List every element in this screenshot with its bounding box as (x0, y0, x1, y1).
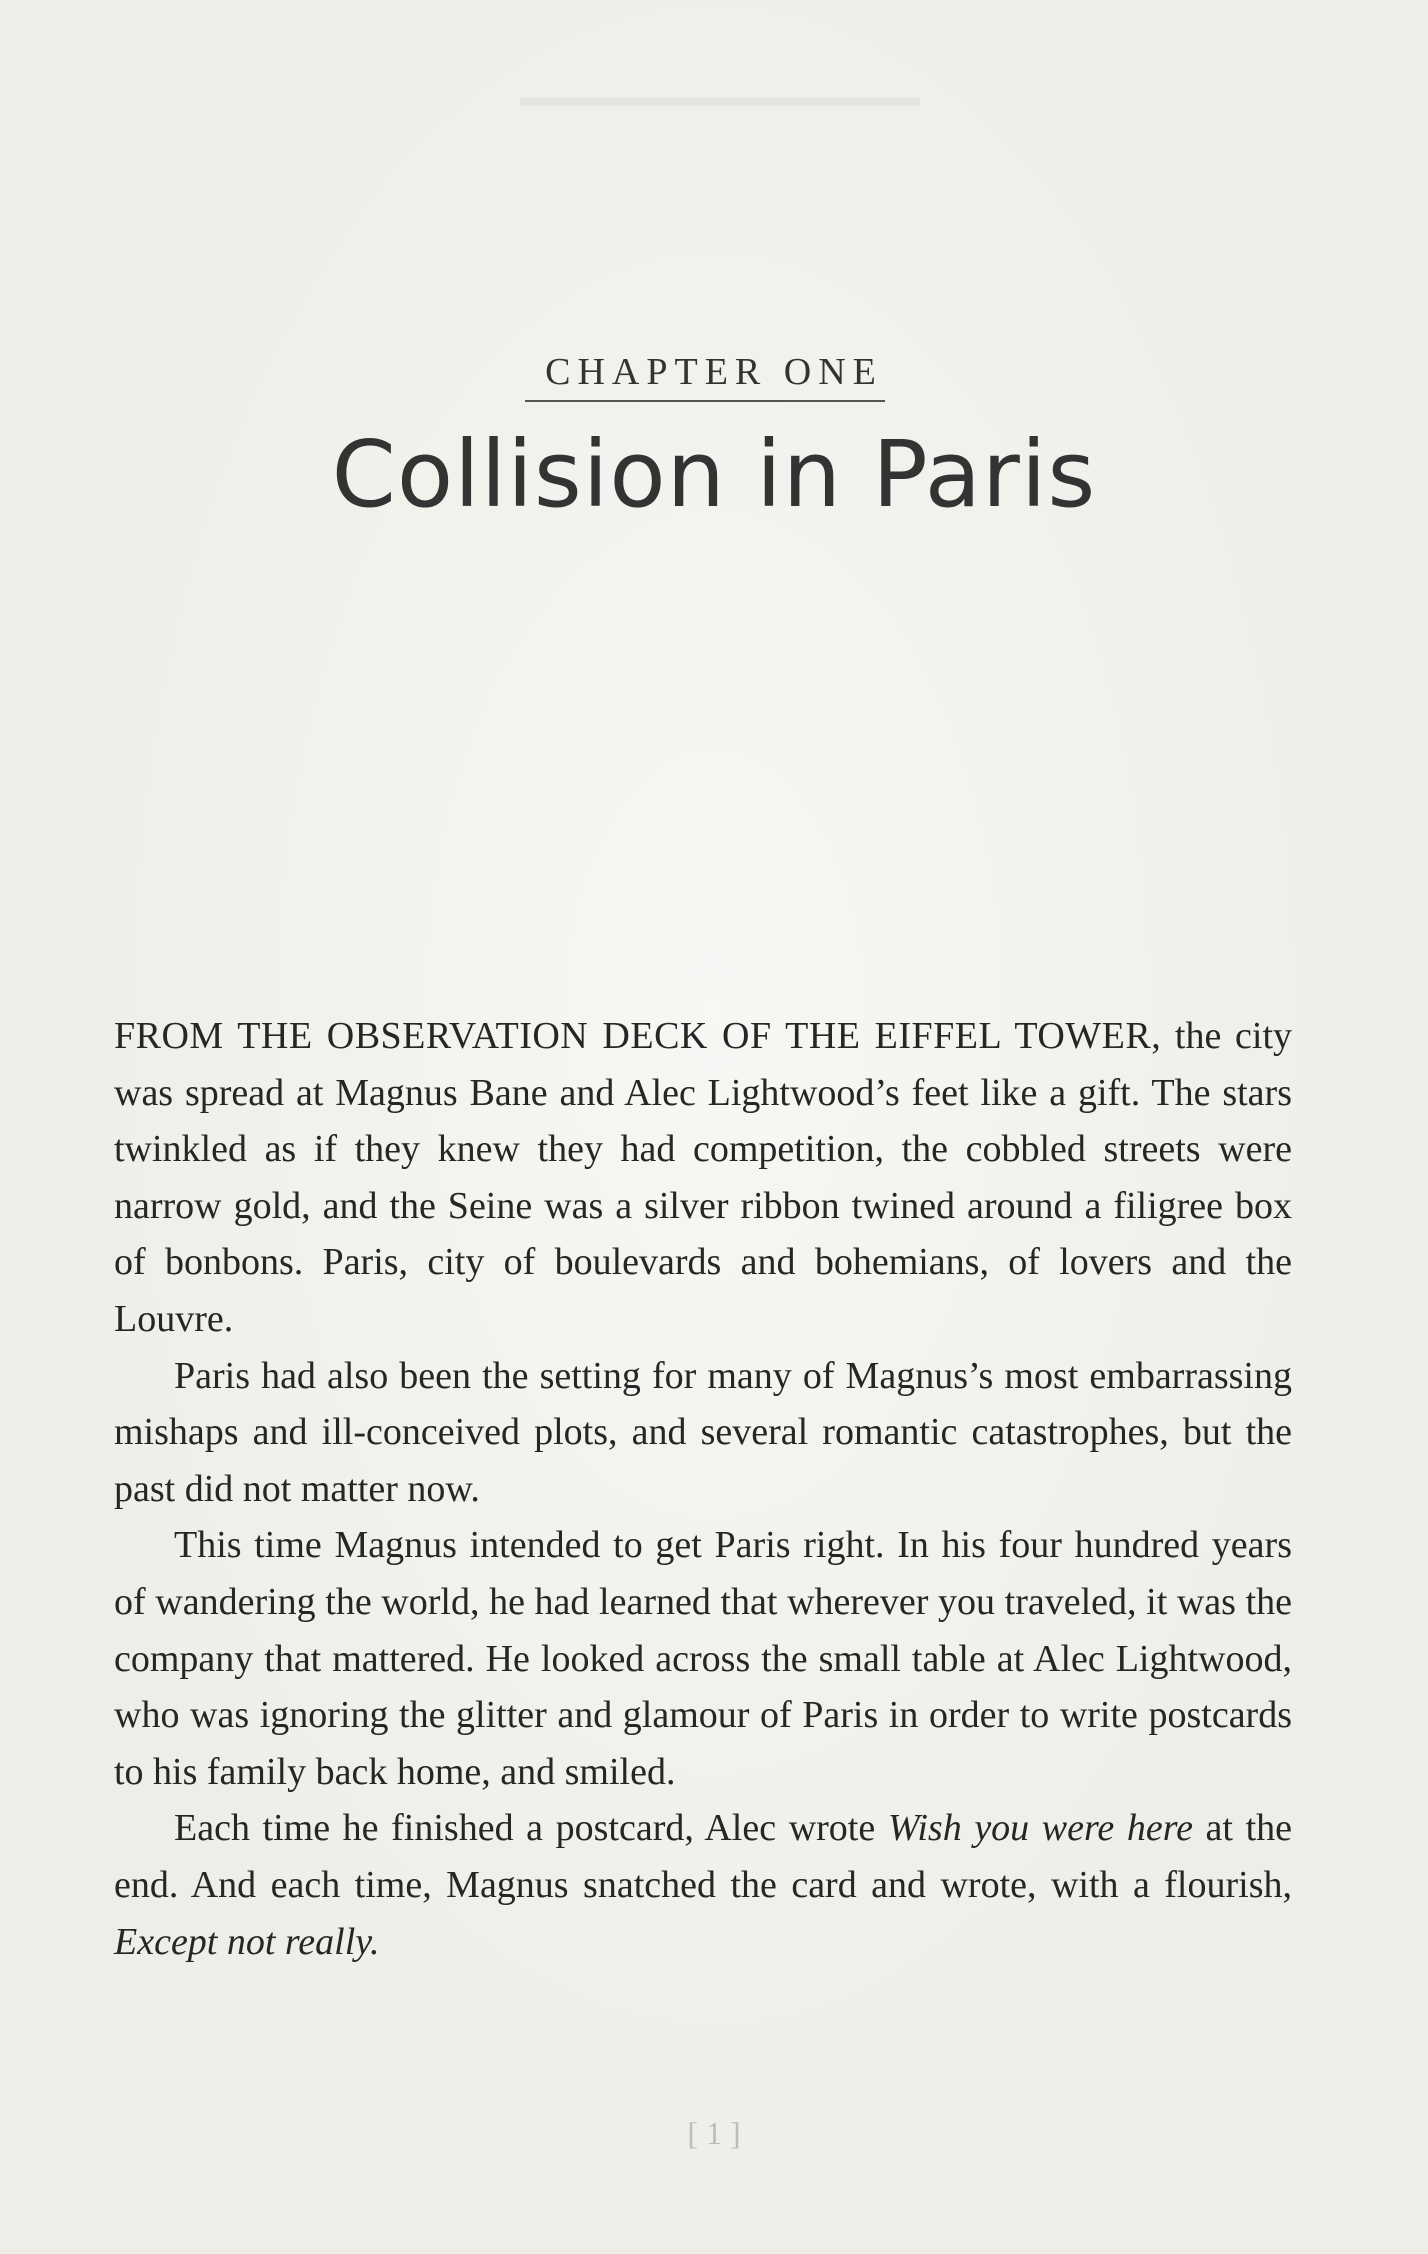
chapter-rule (525, 400, 885, 402)
page-number: [ 1 ] (687, 2115, 741, 2151)
italic-wish-you-were-here: Wish you were here (887, 1807, 1193, 1850)
italic-except-not-really: Except not really. (114, 1920, 380, 1963)
paragraph-1 (114, 1008, 1292, 1348)
chapter-body (114, 1008, 1292, 1970)
chapter-label: CHAPTER ONE (545, 351, 883, 393)
bleed-through-header (520, 98, 920, 106)
paragraph-2: Paris had also been the setting for many of Magnus’s most embarrassing mishaps and ill-conceived plots, and several romantic catastrophes, but the past did not matter now. (114, 1354, 1292, 1510)
paragraph-1-text: the city was spread at Magnus Bane and Alec Lightwood’s feet like a gift. The stars twinkled as if they knew they had competition, the cobbled streets were narrow gold, and the Seine was a silver ribbon twined around a filigree box of bonbons. Paris, city of boulevards and bohemians, of lovers and the Louvre. (114, 1015, 1292, 1340)
opening-words: FROM THE OBSERVATION DECK OF THE EIFFEL TOWER, (114, 1015, 1162, 1057)
paragraph-4-text-b: at the end. And each time, Magnus snatched the card and wrote, with a flourish, (114, 1807, 1292, 1906)
paragraph-4-text-a: Each time he finished a postcard, Alec wrote (174, 1807, 888, 1850)
chapter-title: Collision in Paris (331, 421, 1097, 528)
paragraph-3: This time Magnus intended to get Paris right. In his four hundred years of wandering the world, he had learned that wherever you traveled, it was the company that mattered. He looked across the small table at Alec Lightwood, who was ignoring the glitter and glamour of Paris in order to write postcards to his family back home, and smiled. (114, 1524, 1292, 1793)
paragraph-4 (114, 1800, 1292, 1970)
